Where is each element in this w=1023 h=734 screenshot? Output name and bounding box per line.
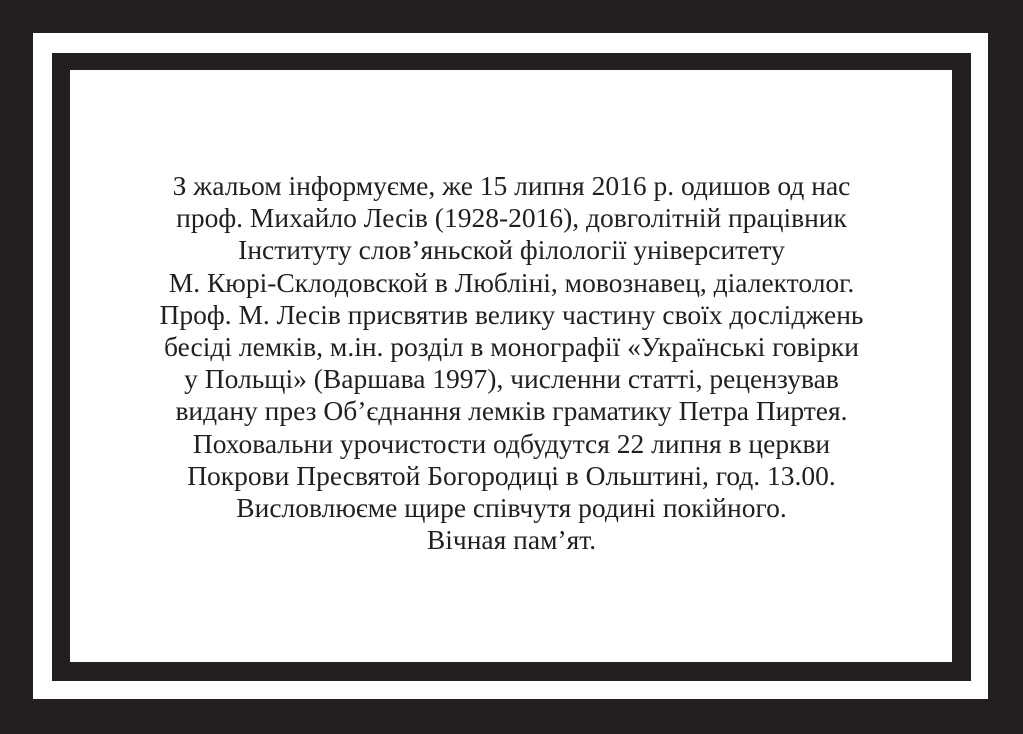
text-line: З жальом інформуєме, же 15 липня 2016 р. одишов од нас [172,170,851,201]
text-line: у Польщі» (Варшава 1997), численни статті, рецензував [184,363,839,395]
text-line: Покрови Пресвятой Богородиці в Ольштині, год. 13.00. [187,459,836,491]
text-line: бесіді лемків, м.ін. розділ в монографії «Українські говірки [163,331,859,363]
text-line: Проф. М. Лесів присвятив велику частину своїх досліджень [159,298,864,330]
text-line: Поховальни урочистости одбудутся 22 липня в церкви [192,427,831,459]
text-line: Інституту слов’яньской філології університету [238,234,785,266]
text-line: Вічная пам’ят. [426,524,597,556]
text-line: Висловлюєме щире співчутя родині покійного. [236,492,787,524]
text-line: М. Кюрі-Склодовской в Любліні, мовознавец, діалектолог. [168,266,855,298]
text-line: проф. Михайло Лесів (1928-2016), довголітній працівник [176,202,847,234]
obituary-text [0,170,1023,556]
text-line: видану през Об’єднання лемків граматику Петра Пиртея. [175,395,848,427]
